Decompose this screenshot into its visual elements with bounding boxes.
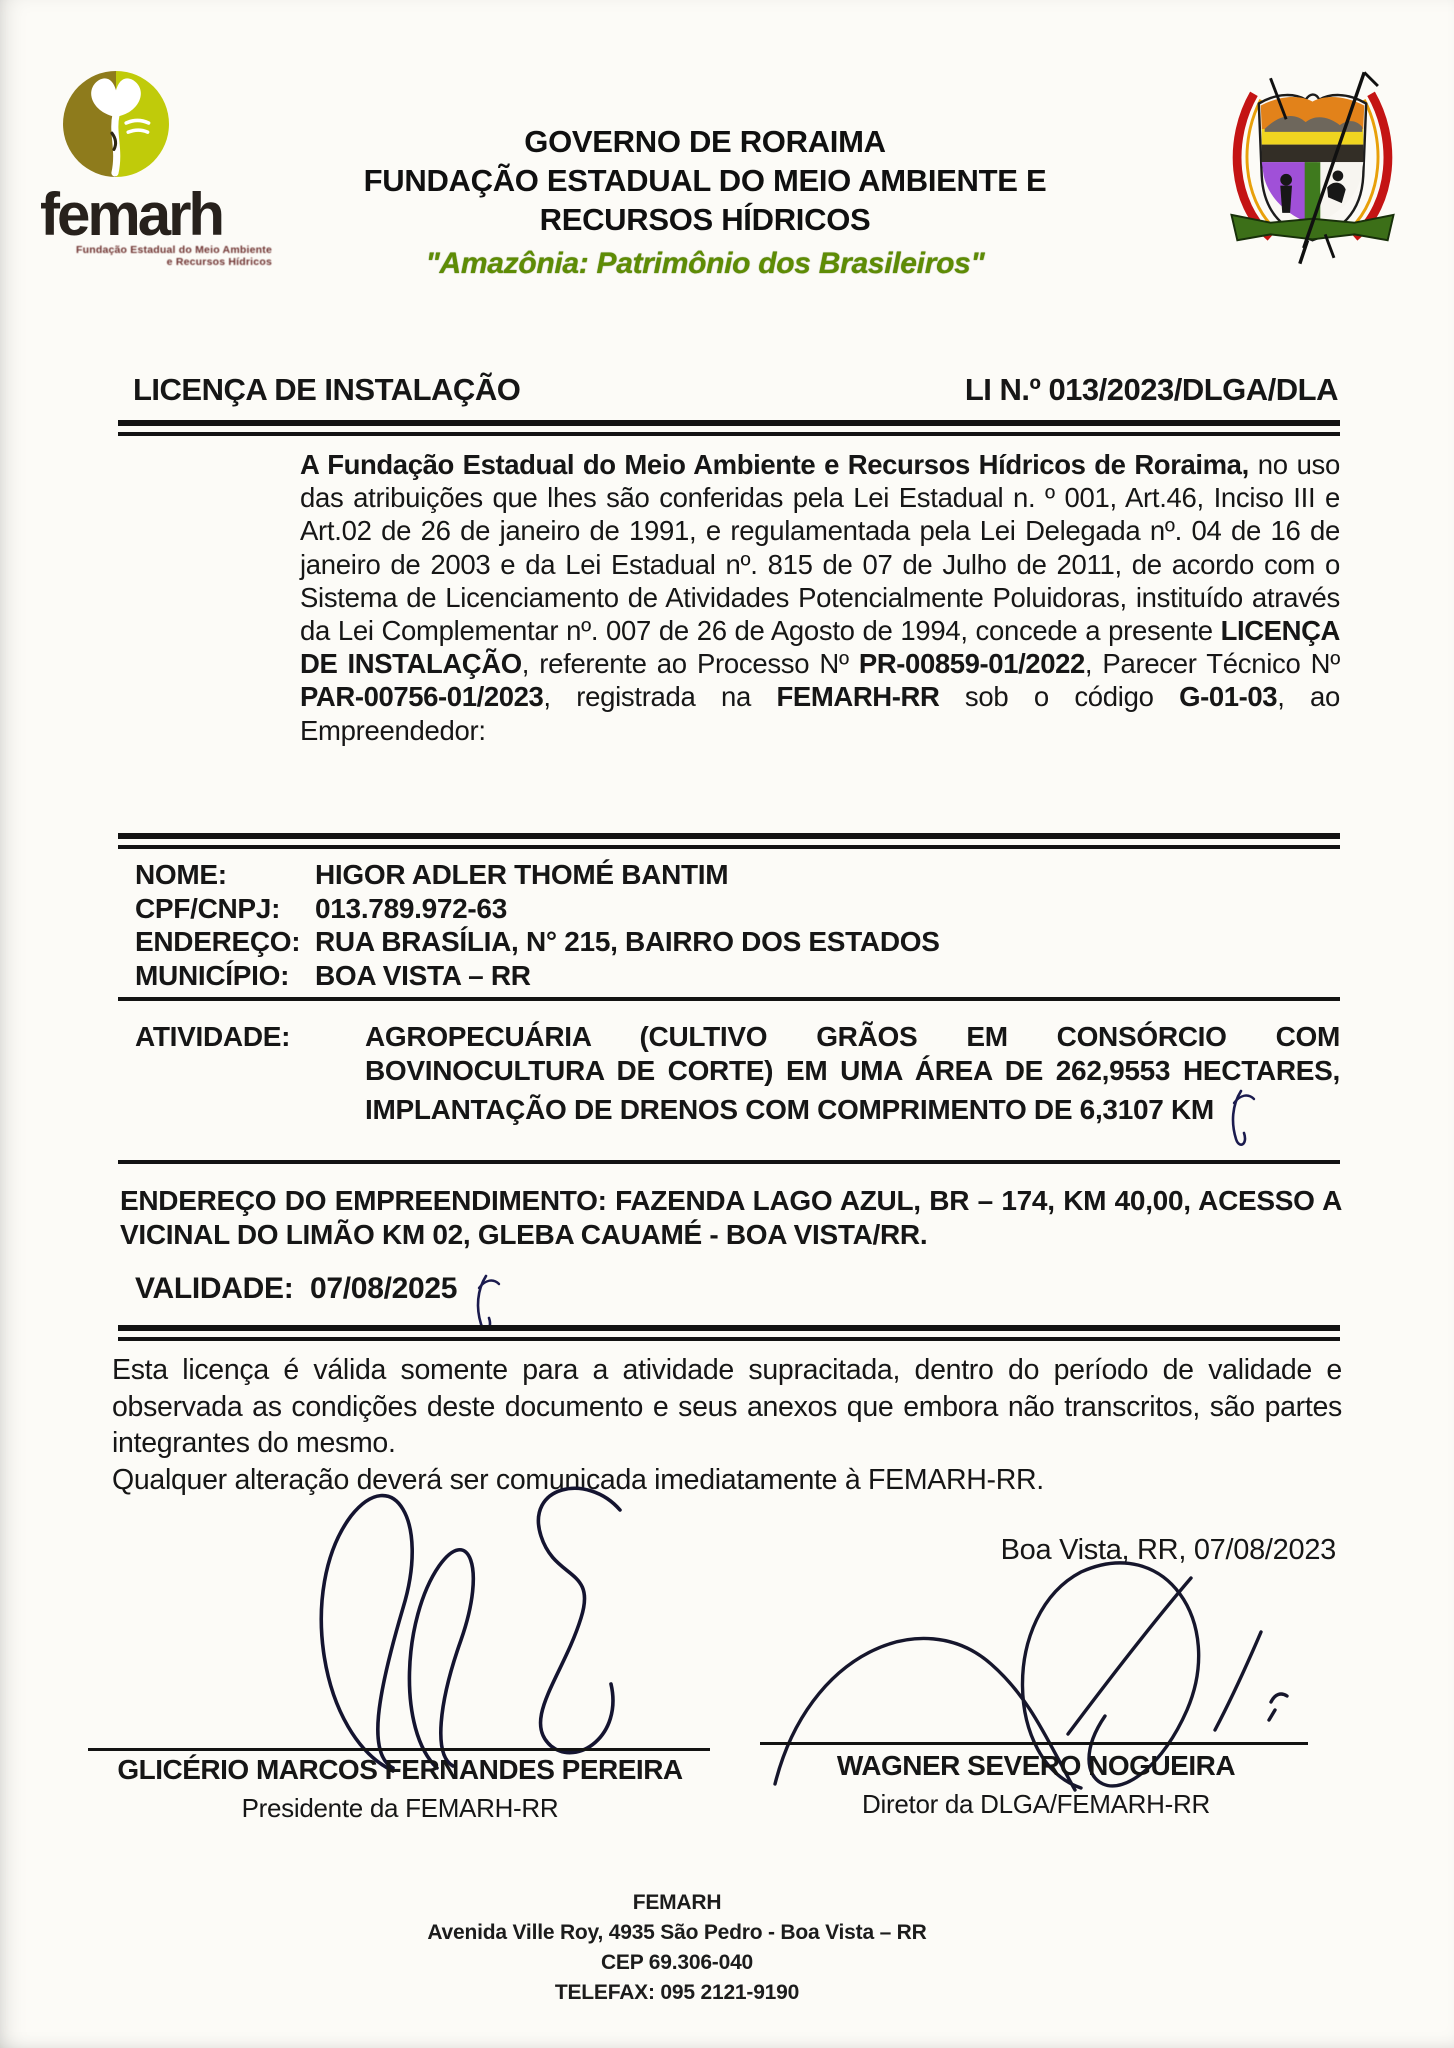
site-address-value: FAZENDA LAGO AZUL, BR – 174, KM 40,00, ACESSO A VICINAL DO LIMÃO KM 02, GLEBA CAUAMÉ - BOA VISTA/RR. xyxy=(120,1185,1342,1250)
field-value: 013.789.972-63 xyxy=(315,892,507,924)
site-address-paragraph xyxy=(120,1184,1342,1251)
field-row-cpf xyxy=(135,892,1340,926)
divider-single xyxy=(118,1160,1340,1164)
intro-segment: , referente ao Processo Nº xyxy=(521,648,859,680)
activity-label: ATIVIDADE: xyxy=(135,1021,291,1052)
femarh-logo-subtext-line2: e Recursos Hídricos xyxy=(166,256,272,268)
validity-date: 07/08/2025 xyxy=(310,1272,458,1305)
intro-org-bold: A Fundação Estadual do Meio Ambiente e Recursos Hídricos de Roraima, xyxy=(300,449,1249,480)
intro-process-number: PR-00859-01/2022 xyxy=(858,648,1085,680)
divider-double xyxy=(118,833,1340,849)
document-header xyxy=(255,122,1155,281)
header-motto: "Amazônia: Patrimônio dos Brasileiros" xyxy=(425,247,985,280)
footer-address: Avenida Ville Roy, 4935 São Pedro - Boa Vista – RR xyxy=(427,1921,927,1944)
roraima-coat-of-arms-icon xyxy=(1210,64,1415,274)
signature-left-icon xyxy=(225,1468,665,1773)
signer-right-name: WAGNER SEVERO NOGUEIRA xyxy=(836,1750,1236,1781)
site-address-label: ENDEREÇO DO EMPREENDIMENTO: xyxy=(120,1185,607,1216)
signer-left-name: GLICÉRIO MARCOS FERNANDES PEREIRA xyxy=(117,1754,683,1785)
field-row-endereco xyxy=(135,925,1340,959)
activity-value xyxy=(365,1020,1340,1153)
document-footer xyxy=(0,1888,1354,2008)
footer-org: FEMARH xyxy=(632,1891,722,1914)
signer-right xyxy=(762,1750,1310,1820)
divider-double xyxy=(118,420,1340,436)
intro-segment: no uso das atribuições que lhes são conferidas pela Lei Estadual n. º 001, Art.46, Inciso III e Art.02 de 26 de janeiro de 1991, e regulamentada pela Lei Delegada nº. 04 de 16 de janeiro de 2003 e da Lei Estadual nº. 815 de 07 de Julho de 2011, de acordo com o Sistema de Licenciamento de Atividades Potencialmente Poluidoras, instituído através da Lei Complementar nº. 007 de 26 de Agosto de 1994, concede a presente xyxy=(300,449,1341,647)
field-label: ENDEREÇO: xyxy=(135,926,301,957)
terms-notice: Qualquer alteração deverá ser comunicada imediatamente à FEMARH-RR. xyxy=(112,1463,1044,1496)
divider-double xyxy=(118,1325,1340,1341)
femarh-plant-icon xyxy=(62,70,170,178)
footer-cep: CEP 69.306-040 xyxy=(600,1951,754,1974)
signer-left-role: Presidente da FEMARH-RR xyxy=(241,1793,559,1823)
intro-license-bold: LICENÇA DE INSTALAÇÃO xyxy=(300,615,1340,680)
activity-text: AGROPECUÁRIA (CULTIVO GRÃOS EM CONSÓRCIO COM BOVINOCULTURA DE CORTE) EM UMA ÁREA DE 262,9553 HECTARES, IMPLANTAÇÃO DE DRENOS COM COMPRIMENTO DE 6,3107 KM xyxy=(365,1021,1340,1125)
header-government: GOVERNO DE RORAIMA xyxy=(524,124,886,159)
field-row-nome xyxy=(135,858,1340,892)
intro-paragraph xyxy=(300,448,1340,747)
femarh-logo-subtext xyxy=(40,244,272,268)
field-label: MUNICÍPIO: xyxy=(135,959,290,991)
intro-segment: sob o código xyxy=(939,681,1180,713)
femarh-logo-subtext-line1: Fundação Estadual do Meio Ambiente xyxy=(75,244,272,256)
field-value: HIGOR ADLER THOMÉ BANTIM xyxy=(315,859,729,890)
field-label: NOME: xyxy=(135,859,227,890)
field-value: RUA BRASÍLIA, N° 215, BAIRRO DOS ESTADOS xyxy=(315,926,940,957)
title-row xyxy=(133,372,1338,408)
intro-report-number: PAR-00756-01/2023 xyxy=(300,681,544,713)
header-foundation-line1: FUNDAÇÃO ESTADUAL DO MEIO AMBIENTE E xyxy=(363,163,1047,198)
intro-segment: , ao Empreendedor: xyxy=(300,681,1341,746)
signature-line-right xyxy=(760,1742,1308,1745)
femarh-logo xyxy=(40,70,290,268)
signer-left xyxy=(95,1754,705,1824)
femarh-wordmark: femarh xyxy=(40,181,223,248)
document-title: LICENÇA DE INSTALAÇÃO xyxy=(133,372,521,407)
footer-telefax: TELEFAX: 095 2121-9190 xyxy=(554,1981,800,2004)
holder-fields xyxy=(135,858,1340,992)
intro-code-bold: G-01-03 xyxy=(1179,681,1278,713)
signer-right-role: Diretor da DLGA/FEMARH-RR xyxy=(862,1789,1210,1819)
intro-segment: , registrada na xyxy=(543,681,777,713)
license-number: LI N.º 013/2023/DLGA/DLA xyxy=(964,372,1338,407)
intro-segment: , Parecer Técnico Nº xyxy=(1084,648,1340,680)
validity-label: VALIDADE: xyxy=(135,1272,294,1305)
signature-line-left xyxy=(88,1748,710,1751)
divider-single xyxy=(118,997,1340,1001)
intro-femarh-bold: FEMARH-RR xyxy=(776,681,940,713)
field-label: CPF/CNPJ: xyxy=(135,892,281,924)
terms-paragraph: Esta licença é válida somente para a atividade supracitada, dentro do período de validade e observada as condições deste documento e seus anexos que embora não transcritos, são partes integrantes do mesmo. xyxy=(112,1354,1342,1460)
header-foundation-line2: RECURSOS HÍDRICOS xyxy=(539,202,871,237)
dateline: Boa Vista, RR, 07/08/2023 xyxy=(1000,1534,1336,1566)
activity-row xyxy=(135,1020,1340,1153)
handwritten-initials-icon xyxy=(1224,1087,1258,1153)
field-row-municipio xyxy=(135,959,1340,993)
field-value: BOA VISTA – RR xyxy=(315,959,531,991)
